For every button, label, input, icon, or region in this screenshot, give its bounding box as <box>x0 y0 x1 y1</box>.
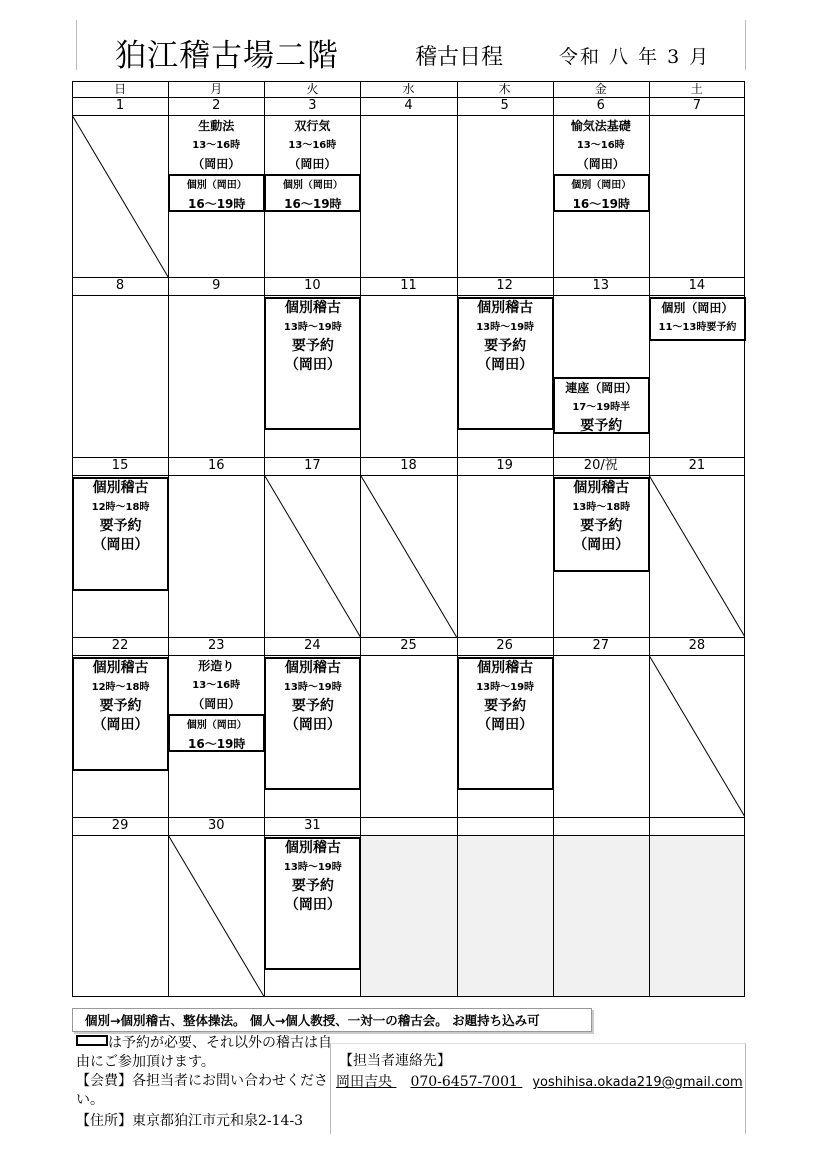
weekday-header: 日 <box>114 82 127 96</box>
day-number: 29 <box>111 818 129 833</box>
session-line: 13時～19時 <box>476 682 535 693</box>
session-line: （岡田） <box>576 157 625 171</box>
day-number: 11 <box>400 278 417 293</box>
session-line: 個別（岡田） <box>186 180 247 191</box>
session-line: 13時～19時 <box>283 862 342 873</box>
reserved-session <box>168 174 265 212</box>
day-number: 4 <box>404 98 413 113</box>
session-line: 個別稽古 <box>92 660 149 676</box>
session-line: 個別稽古 <box>284 300 341 316</box>
session-line: 個別（岡田） <box>661 301 734 315</box>
session-line: 個別稽古 <box>477 300 534 316</box>
open-session <box>264 117 360 174</box>
day-number: 30 <box>207 818 225 833</box>
session-line: 17～19時半 <box>572 401 631 413</box>
contact-name: 岡田吉央 <box>336 1074 392 1090</box>
session-line: （岡田） <box>288 157 337 171</box>
day-number: 16 <box>207 458 225 473</box>
day-number: 6 <box>596 98 605 113</box>
session-line: 16～19時 <box>284 197 342 211</box>
session-line: 個別（岡田） <box>571 180 632 191</box>
session-line: 12時～18時 <box>91 502 150 513</box>
session-line: 愉気法基礎 <box>570 119 631 133</box>
notes <box>76 1034 336 1131</box>
contact-phone: 070-6457-7001 <box>410 1074 518 1090</box>
reserved-session <box>649 297 746 341</box>
open-session <box>553 117 649 174</box>
session-line: 個別稽古 <box>284 660 341 676</box>
session-line: 11～13時要予約 <box>658 322 737 333</box>
session-line: （岡田） <box>92 537 149 553</box>
session-line: 要予約 <box>291 878 334 894</box>
session-line: 個別（岡田） <box>282 180 343 191</box>
session-line: 個別（岡田） <box>186 720 247 731</box>
legend: 個別→個別稽古、整体操法。 個人→個人教授、一対一の稽古会。 お題持ち込み可 <box>72 1008 592 1032</box>
contact-email[interactable]: yoshihisa.okada219@gmail.com <box>532 1075 743 1090</box>
empty-cell <box>649 835 745 997</box>
weekday-header: 木 <box>498 82 511 96</box>
reserved-session <box>72 657 169 771</box>
day-number: 5 <box>500 98 509 113</box>
reserved-session <box>553 477 650 572</box>
weekday-header: 月 <box>210 82 223 96</box>
day-number: 27 <box>592 638 610 653</box>
session-line: 13～16時 <box>192 680 241 691</box>
session-line: 双行気 <box>294 119 331 133</box>
session-line: 要予約 <box>580 518 623 534</box>
day-number: 28 <box>688 638 706 653</box>
session-line: 生動法 <box>198 119 235 133</box>
closed-day-slash <box>72 115 168 277</box>
session-line: （岡田） <box>284 357 341 373</box>
closed-day-slash <box>264 475 360 637</box>
session-line: （岡田） <box>284 717 341 733</box>
empty-cell <box>360 835 456 997</box>
page-title: 狛江稽古場二階 <box>115 38 339 74</box>
session-line: 個別稽古 <box>573 480 630 496</box>
session-line: 16～19時 <box>572 197 630 211</box>
day-number: 13 <box>592 278 610 293</box>
session-line: 要予約 <box>291 338 334 354</box>
session-line: 連座（岡田） <box>565 380 638 395</box>
reserved-session <box>553 377 650 434</box>
day-number: 1 <box>115 98 125 113</box>
weekday-header: 水 <box>402 82 415 96</box>
session-line: 13～16時 <box>288 140 337 151</box>
reserved-session <box>72 477 169 591</box>
month-label: 令和 八 年 3 月 <box>559 46 711 68</box>
session-line: （岡田） <box>477 357 534 373</box>
reserved-session <box>264 174 361 212</box>
day-number: 22 <box>111 638 129 653</box>
open-session <box>168 117 264 174</box>
day-number: 26 <box>496 638 513 653</box>
day-number: 21 <box>688 458 706 473</box>
reserved-session <box>457 657 554 790</box>
session-line: 13～16時 <box>576 140 625 151</box>
empty-cell <box>553 835 649 997</box>
day-number: 25 <box>400 638 417 653</box>
day-number: 18 <box>400 458 417 473</box>
day-number: 3 <box>308 98 317 113</box>
grid-line <box>72 996 745 997</box>
reserved-session <box>457 297 554 430</box>
weekday-header: 土 <box>690 82 703 96</box>
day-number: 12 <box>496 278 513 293</box>
contact-line <box>336 1071 743 1091</box>
session-line: （岡田） <box>477 717 534 733</box>
day-number: 31 <box>304 818 321 833</box>
grid-line <box>744 81 745 997</box>
session-line: 16～19時 <box>188 197 246 211</box>
session-line: 13時～19時 <box>283 322 342 333</box>
session-line: 要予約 <box>484 698 527 714</box>
note-address: 【住所】東京都狛江市元和泉2-14-3 <box>76 1113 304 1129</box>
closed-day-slash <box>168 835 264 997</box>
session-line: 要予約 <box>99 698 142 714</box>
session-line: 要予約 <box>99 518 142 534</box>
session-line: 13時～19時 <box>283 682 342 693</box>
header <box>76 20 746 74</box>
day-number: 7 <box>692 98 702 113</box>
closed-day-slash <box>360 475 456 637</box>
session-line: （岡田） <box>284 897 341 913</box>
closed-day-slash <box>649 655 745 817</box>
grid-line <box>457 81 458 997</box>
note-fee: 【会費】各担当者にお問い合わせください。 <box>76 1073 328 1108</box>
empty-cell <box>457 835 553 997</box>
session-line: （岡田） <box>92 717 149 733</box>
weekday-header: 金 <box>594 82 607 96</box>
session-line: 個別稽古 <box>92 480 149 496</box>
contact-box <box>330 1043 746 1134</box>
day-number: 24 <box>304 638 321 653</box>
day-number: 2 <box>212 98 221 113</box>
reserved-session <box>264 837 361 970</box>
open-session <box>168 657 264 714</box>
day-number: 14 <box>688 278 706 293</box>
day-number: 15 <box>111 458 129 473</box>
session-line: 16～19時 <box>188 737 246 751</box>
calendar-grid <box>72 81 745 997</box>
session-line: 要予約 <box>291 698 334 714</box>
closed-day-slash <box>649 475 745 637</box>
day-number: 23 <box>207 638 225 653</box>
reservation-box-icon <box>76 1035 108 1046</box>
session-line: （岡田） <box>192 157 241 171</box>
day-number: 10 <box>304 278 321 293</box>
session-line: 13時～19時 <box>476 322 535 333</box>
reserved-session <box>168 714 265 752</box>
day-number: 19 <box>496 458 513 473</box>
weekday-header: 火 <box>306 82 319 96</box>
day-number: 20/祝 <box>583 458 618 473</box>
reserved-session <box>264 657 361 790</box>
session-line: 形造り <box>198 659 235 673</box>
session-line: 要予約 <box>484 338 527 354</box>
reserved-session <box>264 297 361 430</box>
session-line: 12時～18時 <box>91 682 150 693</box>
session-line: 13時～18時 <box>572 502 631 513</box>
session-line: 13～16時 <box>192 140 241 151</box>
day-number: 8 <box>115 278 125 293</box>
session-line: （岡田） <box>192 697 241 711</box>
contact-heading: 【担当者連絡先】 <box>339 1053 451 1069</box>
session-line: 個別稽古 <box>477 660 534 676</box>
note-reservation: は予約が必要、それ以外の稽古は自由にご参加頂けます。 <box>76 1035 332 1070</box>
reserved-session <box>553 174 650 212</box>
day-number: 9 <box>212 278 221 293</box>
session-line: （岡田） <box>573 537 630 553</box>
session-line: 個別稽古 <box>284 840 341 856</box>
session-line: 要予約 <box>580 417 623 434</box>
day-number: 17 <box>304 458 321 473</box>
page-subtitle: 稽古日程 <box>415 45 504 70</box>
